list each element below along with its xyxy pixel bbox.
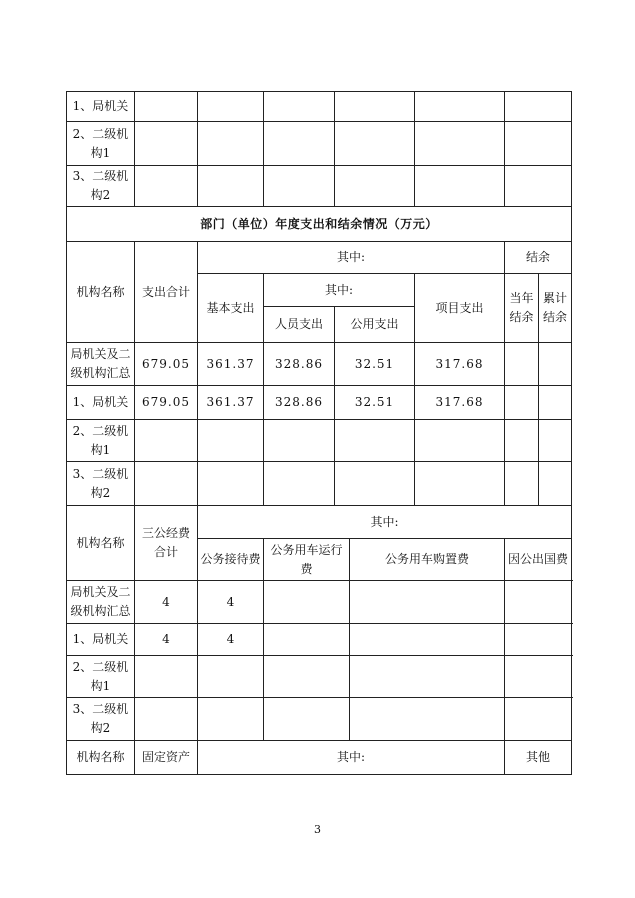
header-basic: 基本支出 — [198, 274, 264, 343]
table-row — [67, 698, 572, 741]
header-current-balance: 当年结余 — [505, 274, 539, 343]
table-row — [67, 92, 572, 122]
public-cell: 32.51 — [335, 386, 415, 420]
header-three-public-total: 三公经费合计 — [135, 506, 198, 581]
three-public-total-cell: 4 — [135, 581, 198, 624]
header-reception: 公务接待费 — [198, 539, 264, 581]
personnel-cell: 328.86 — [264, 386, 335, 420]
header-of-which: 其中: — [198, 741, 505, 775]
table-row — [67, 624, 572, 656]
reception-cell: 4 — [198, 624, 264, 656]
header-vehicle-purchase: 公务用车购置费 — [350, 539, 505, 581]
header-row — [67, 242, 572, 274]
header-project: 项目支出 — [415, 274, 505, 343]
basic-cell: 361.37 — [198, 343, 264, 386]
org-name-cell: 3、二级机构2 — [67, 462, 135, 506]
org-name-cell: 2、二级机构1 — [67, 420, 135, 462]
page-number: 3 — [314, 823, 321, 836]
header-of-which: 其中: — [198, 506, 572, 539]
total-cell: 679.05 — [135, 386, 198, 420]
cumulative-balance-cell — [539, 343, 572, 386]
table-row — [67, 656, 572, 698]
header-cumulative-balance: 累计结余 — [539, 274, 572, 343]
org-name-cell: 局机关及二级机构汇总 — [67, 343, 135, 386]
header-org-name: 机构名称 — [67, 506, 135, 581]
header-org-name: 机构名称 — [67, 242, 135, 343]
table-row — [67, 462, 572, 506]
table-row — [67, 420, 572, 462]
project-cell: 317.68 — [415, 343, 505, 386]
header-vehicle-operation: 公务用车运行费 — [264, 539, 350, 581]
table-row — [67, 122, 572, 166]
header-balance: 结余 — [505, 242, 572, 274]
org-name-cell: 1、局机关 — [67, 92, 135, 122]
org-name-cell: 2、二级机构1 — [67, 122, 135, 166]
org-name-cell: 局机关及二级机构汇总 — [67, 581, 135, 624]
table-row — [67, 386, 572, 420]
project-cell: 317.68 — [415, 386, 505, 420]
table-row — [67, 343, 572, 386]
current-balance-cell — [505, 386, 539, 420]
cumulative-balance-cell — [539, 386, 572, 420]
reception-cell: 4 — [198, 581, 264, 624]
public-cell: 32.51 — [335, 343, 415, 386]
current-balance-cell — [505, 343, 539, 386]
three-public-total-cell: 4 — [135, 624, 198, 656]
table-row — [67, 581, 572, 624]
header-org-name: 机构名称 — [67, 741, 135, 775]
basic-cell: 361.37 — [198, 386, 264, 420]
org-name-cell: 2、二级机构1 — [67, 656, 135, 698]
header-of-which: 其中: — [198, 242, 505, 274]
header-abroad: 因公出国费 — [505, 539, 572, 581]
header-row — [67, 506, 572, 539]
header-fixed-assets: 固定资产 — [135, 741, 198, 775]
section-title: 部门（单位）年度支出和结余情况（万元） — [67, 207, 572, 242]
header-public: 公用支出 — [335, 307, 415, 343]
header-row — [67, 741, 572, 775]
total-cell: 679.05 — [135, 343, 198, 386]
personnel-cell: 328.86 — [264, 343, 335, 386]
section-title-row — [67, 207, 572, 242]
header-total: 支出合计 — [135, 242, 198, 343]
header-of-which-2: 其中: — [264, 274, 415, 307]
budget-table — [66, 91, 572, 775]
org-name-cell: 1、局机关 — [67, 624, 135, 656]
header-other: 其他 — [505, 741, 572, 775]
table-row — [67, 166, 572, 207]
org-name-cell: 1、局机关 — [67, 386, 135, 420]
org-name-cell: 3、二级机构2 — [67, 698, 135, 741]
header-personnel: 人员支出 — [264, 307, 335, 343]
org-name-cell: 3、二级机构2 — [67, 166, 135, 207]
